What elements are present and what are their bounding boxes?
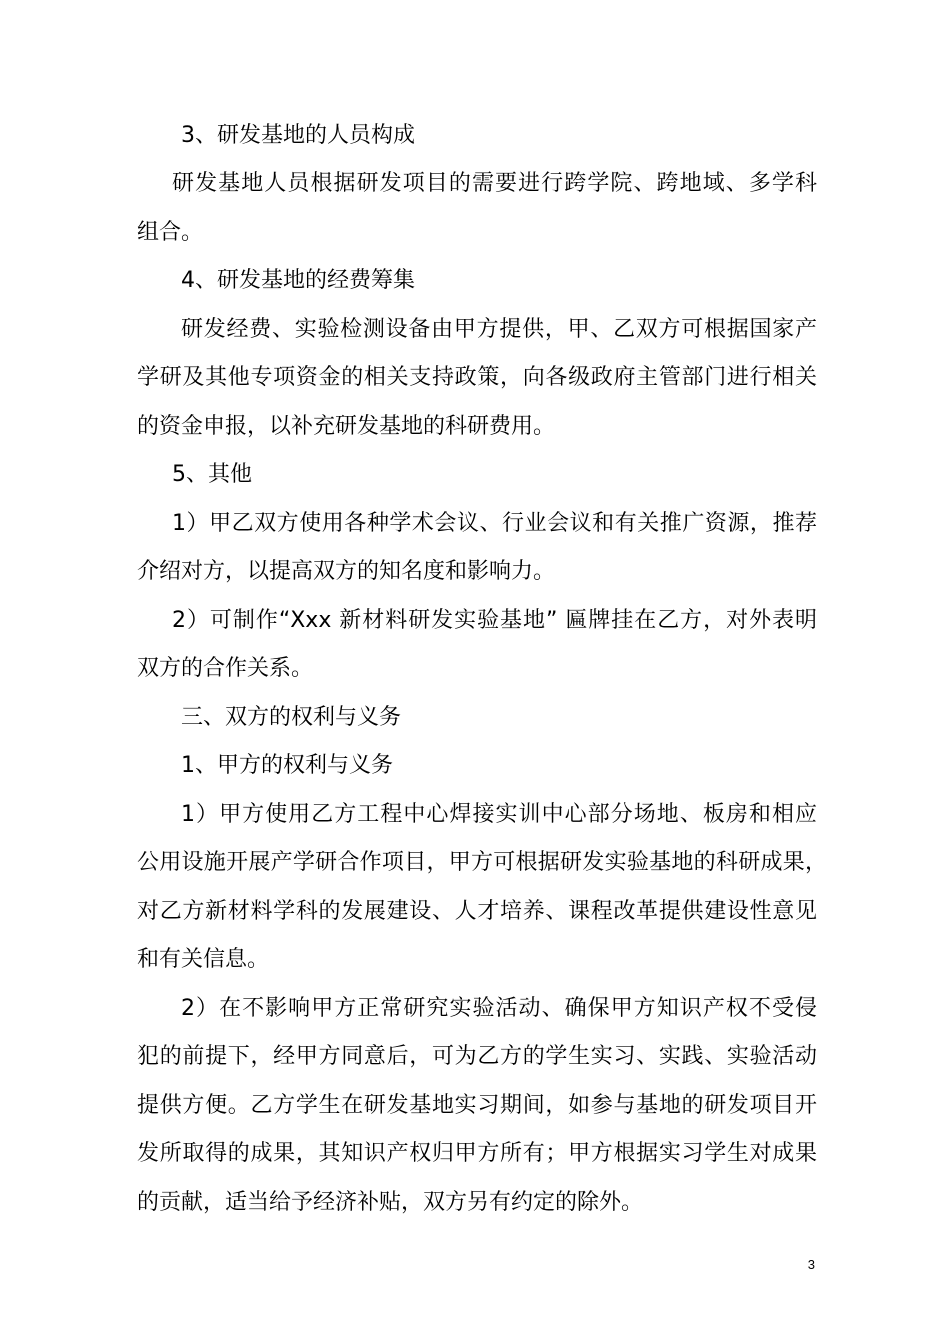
section-heading-3: 三、双方的权利与义务 [181, 705, 402, 730]
paragraph-line: 发所取得的成果，其知识产权归甲方所有；甲方根据实习学生对成果 [137, 1141, 817, 1166]
paragraph-line: 双方的合作关系。 [137, 656, 314, 681]
paragraph-line: 学研及其他专项资金的相关支持政策，向各级政府主管部门进行相关 [137, 365, 817, 390]
paragraph-line: 对乙方新材料学科的发展建设、人才培养、课程改革提供建设性意见 [137, 899, 817, 924]
page-number: 3 [807, 1257, 815, 1272]
paragraph-line: 1）甲乙双方使用各种学术会议、行业会议和有关推广资源，推荐 [172, 511, 817, 536]
paragraph-line: 1）甲方使用乙方工程中心焊接实训中心部分场地、板房和相应 [181, 802, 817, 827]
paragraph-line: 组合。 [137, 220, 204, 245]
paragraph-line: 犯的前提下，经甲方同意后，可为乙方的学生实习、实践、实验活动 [137, 1044, 817, 1069]
heading-4: 4、研发基地的经费筹集 [181, 268, 415, 293]
paragraph-line: 研发基地人员根据研发项目的需要进行跨学院、跨地域、多学科 [172, 171, 817, 196]
heading-5: 5、其他 [172, 462, 252, 487]
paragraph-line: 公用设施开展产学研合作项目，甲方可根据研发实验基地的科研成果， [137, 850, 827, 875]
paragraph-line: 研发经费、实验检测设备由甲方提供，甲、乙双方可根据国家产 [181, 317, 817, 342]
subsection-heading-1: 1、甲方的权利与义务 [181, 753, 393, 778]
paragraph-line: 2）可制作“Xxx 新材料研发实验基地” 匾牌挂在乙方，对外表明 [172, 608, 817, 633]
heading-3: 3、研发基地的人员构成 [181, 123, 415, 148]
paragraph-line: 2）在不影响甲方正常研究实验活动、确保甲方知识产权不受侵 [181, 996, 817, 1021]
paragraph-line: 的贡献，适当给予经济补贴，双方另有约定的除外。 [137, 1190, 644, 1215]
paragraph-line: 和有关信息。 [137, 947, 270, 972]
paragraph-line: 提供方便。乙方学生在研发基地实习期间，如参与基地的研发项目开 [137, 1093, 817, 1118]
paragraph-line: 的资金申报，以补充研发基地的科研费用。 [137, 414, 556, 439]
paragraph-line: 介绍对方，以提高双方的知名度和影响力。 [137, 559, 556, 584]
